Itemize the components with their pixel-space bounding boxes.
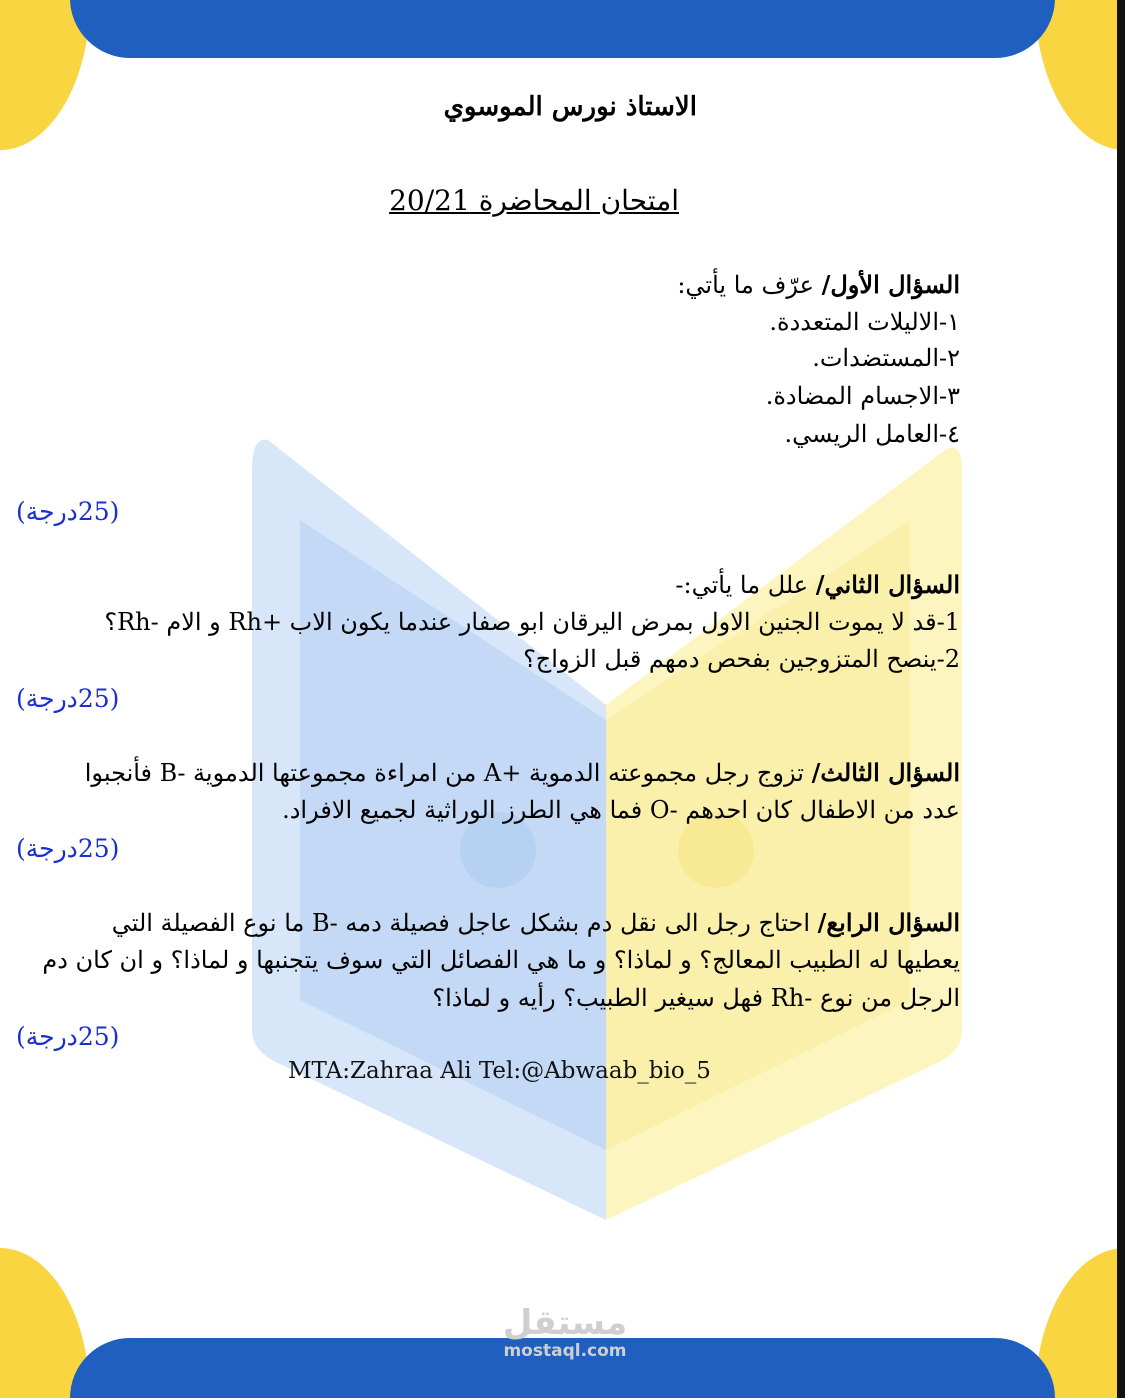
q4-line-2: يعطيها له الطبيب المعالج؟ و لماذا؟ و ما هي الفصائل التي سوف يتجنبها و لماذا؟ و ان كان دم — [42, 946, 960, 974]
q3-line-2: عدد من الاطفال كان احدهم -O فما هي الطرز الوراثية لجميع الافراد. — [282, 796, 960, 824]
q4-label: السؤال الرابع/ — [817, 908, 960, 937]
q1-item-4: ٤-العامل الريسي. — [784, 420, 960, 448]
q2-line-2: 2-ينصح المتزوجين بفحص دمهم قبل الزواج؟ — [523, 645, 960, 673]
mostaql-watermark — [495, 1305, 635, 1361]
q1-item-2: ٢-المستضدات. — [812, 344, 960, 372]
q2-heading — [675, 570, 960, 599]
teacher-name: الاستاذ نورس الموسوي — [443, 92, 697, 122]
q3-grade: (25درجة) — [16, 834, 120, 863]
q3-label: السؤال الثالث/ — [811, 758, 960, 787]
q2-line-1: 1-قد لا يموت الجنين الاول بمرض اليرقان ابو صفار عندما يكون الاب +Rh و الام -Rh؟ — [104, 608, 960, 636]
mostaql-url: mostaql.com — [503, 1341, 627, 1361]
q1-grade: (25درجة) — [16, 497, 120, 526]
q2-grade: (25درجة) — [16, 684, 120, 713]
q4-grade: (25درجة) — [16, 1022, 120, 1051]
footer-contact: MTA:Zahraa Ali Tel:@Abwaab_bio_5 — [288, 1058, 711, 1084]
q3-text: تزوج رجل مجموعته الدموية +A من امراءة مجموعتها الدموية -B فأنجبوا — [84, 759, 812, 787]
q1-label: السؤال الأول/ — [821, 270, 960, 299]
q3-line-1 — [85, 758, 960, 787]
q4-line-3: الرجل من نوع -Rh فهل سيغير الطبيب؟ رأيه و لماذا؟ — [432, 984, 960, 1012]
q1-item-1: ١-الاليلات المتعددة. — [769, 308, 960, 336]
q4-line-1 — [112, 908, 960, 937]
q1-text: عرّف ما يأتي: — [677, 271, 822, 299]
exam-title: امتحان المحاضرة 20/21 — [389, 184, 679, 217]
q1-heading — [677, 270, 960, 299]
q2-text: علل ما يأتي:- — [675, 571, 816, 599]
q4-text: احتاج رجل الى نقل دم بشكل عاجل فصيلة دمه -B ما نوع الفصيلة التي — [111, 909, 818, 937]
mostaql-logo: مستقل — [502, 1303, 628, 1343]
q2-label: السؤال الثاني/ — [815, 570, 960, 599]
q1-item-3: ٣-الاجسام المضادة. — [765, 382, 960, 410]
